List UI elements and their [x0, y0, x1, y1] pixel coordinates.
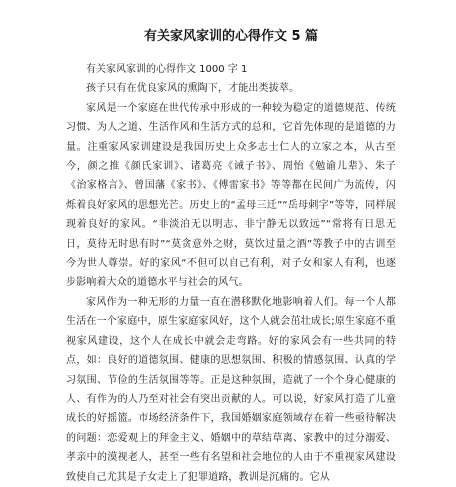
- document-subtitle: 有关家风家训的心得作文 1000 字 1: [86, 64, 248, 75]
- paragraph-3: 家风作为一种无形的力量一直在潜移默化地影响着人们。每一个人都生活在一个家庭中，原生家庭家风好，这个人就会茁壮成长;原生家庭不重视家风建设，这个人在成长中就会走弯路。好的家风会有一些共同的特点，如：良好的道德氛围、健康的思想氛围、积极的情感氛围、认真的学习氛围、节俭的生活氛围等等。正是这种氛围，造就了一个个身心健康的人、有作为的人乃至对社会有突出贡献的人。可以说，好家风打造了儿童成长的好摇篮。市场经济条件下，我国婚姻家庭领域存在着一些亟待解决的问题：恋爱观上的拜金主义、婚姻中的草结草离、家教中的过分溺爱、孝亲中的漠视老人，甚至一些有名望和社会地位的人由于不重视家风建设致使自己尤其是子女走上了犯罪道路，教训是沉痛的。它从: [66, 296, 396, 483]
- paragraph-2: 家风是一个家庭在世代传承中形成的一种较为稳定的道德规范、传统习惯、为人之道、生活作风和生活方式的总和，它首先体现的是道德的力量。注重家风家训建设是我国历史上众多志士仁人的立家之本，从古至今，颜之推《颜氏家训》、诸葛亮《诫子书》、周怡《勉谕儿辈》、朱子《治家格言》、曾国藩《家书》、《傅雷家书》等等都在民间广为流传，闪烁着良好家风的思想光芒。历史上的“孟母三迁”“岳母刺字”等等，同样展现着良好的家风。“非淡泊无以明志、非宁静无以致远”“常将有日思无日，莫待无时思有时”“莫贪意外之财，莫饮过量之酒”等教子中的古训至今为世人尊崇。好的家风“不但可以自己有利，对子女和家人有利，也逐步影响着大众的道德水平与社会的风气。: [66, 102, 396, 289]
- paragraph-1: 孩子只有在优良家风的熏陶下，才能出类拔萃。: [86, 83, 300, 95]
- document-title: 有关家风家训的心得作文 5 篇: [143, 29, 319, 44]
